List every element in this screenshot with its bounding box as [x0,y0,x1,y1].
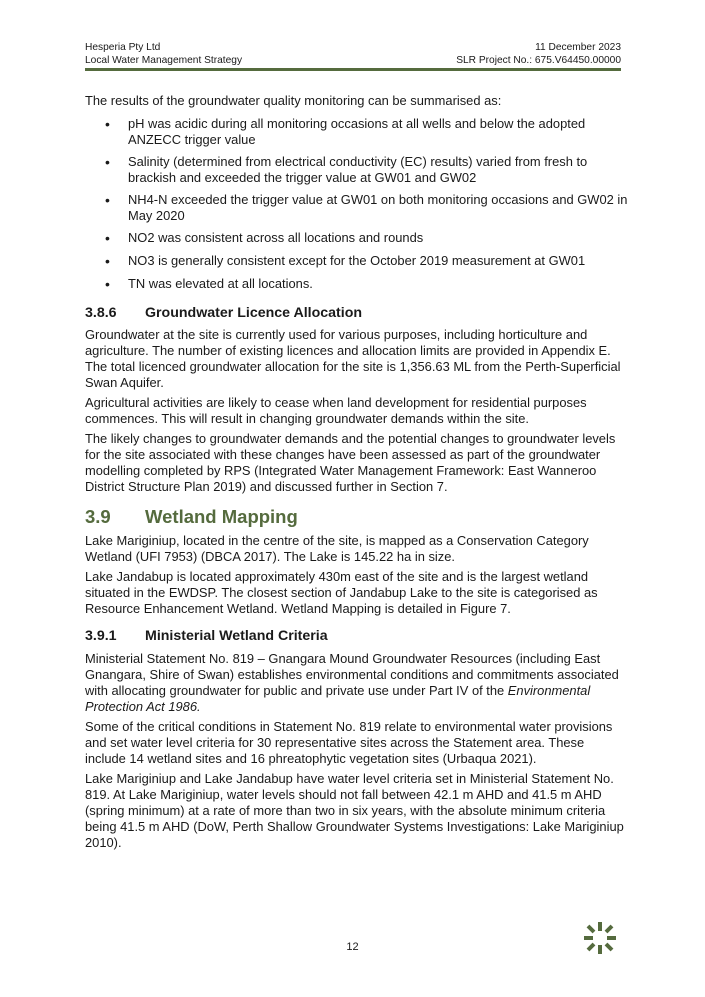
section-number: 3.8.6 [85,305,117,321]
bullet-item: pH was acidic during all monitoring occasions at all wells and below the adopted ANZECC trigger value [128,116,586,147]
paragraph: Some of the critical conditions in Statement No. 819 relate to environmental water provisions and set water level criteria for 30 representative sites across the Statement area. These include 14 wetland sites and 16 phreatophytic vegetation sites (Urbaqua 2021). [85,719,613,766]
bullet-item: NH4-N exceeded the trigger value at GW01 on both monitoring occasions and GW02 in May 2020 [128,192,628,223]
section-heading-3-9 [85,506,298,528]
bullet-icon: • [105,154,110,170]
bullet-item: TN was elevated at all locations. [128,276,313,291]
act-title: Environmental Protection Act 1986. [85,683,591,714]
section-title: Ministerial Wetland Criteria [145,628,328,644]
bullet-icon: • [105,230,110,246]
bullet-item: Salinity (determined from electrical conductivity (EC) results) varied from fresh to brackish and exceeded the trigger value at GW01 and GW02 [128,154,588,185]
slr-logo-icon [582,920,618,956]
section-number: 3.9.1 [85,628,117,644]
bullet-item: NO3 is generally consistent except for the October 2019 measurement at GW01 [128,253,586,268]
header-project-no: SLR Project No.: 675.V64450.00000 [456,55,621,66]
header-divider [85,68,621,71]
paragraph: Groundwater at the site is currently used for various purposes, including horticulture and agriculture. The number of existing licences and allocation limits are provided in Appendix E. The total licenced groundwater allocation for the site is 1,356.63 ML from the Perth-Superficial Swan Aquifer. [85,327,621,390]
section-heading-3-9-1 [85,627,328,645]
bullet-icon: • [105,276,110,292]
paragraph-text: Ministerial Statement No. 819 – Gnangara Mound Groundwater Resources (including East Gnangara, Shire of Swan) establishes environmental conditions and commitments associated with allocating groundwater for public and private use under Part IV of the [85,651,619,698]
paragraph: Lake Mariginiup and Lake Jandabup have water level criteria set in Ministerial Statement No. 819. At Lake Mariginiup, water levels should not fall between 42.1 m AHD and 41.5 m AHD (spring minimum) at a rate of more than two in six years, with the absolute minimum criteria being 41.5 m AHD (DoW, Perth Shallow Groundwater Systems Investigations: Lake Mariginiup 2010). [85,771,624,850]
bullet-icon: • [105,116,110,132]
bullet-item: NO2 was consistent across all locations and rounds [128,230,424,245]
paragraph: Lake Jandabup is located approximately 430m east of the site and is the largest wetland situated in the EWDSP. The closest section of Jandabup Lake to the site is categorised as Resource Enhancement Wetland. Wetland Mapping is detailed in Figure 7. [85,569,598,616]
paragraph: Agricultural activities are likely to cease when land development for residential purposes commences. This will result in changing groundwater demands within the site. [85,395,587,426]
header-date: 11 December 2023 [535,42,621,53]
intro-text: The results of the groundwater quality monitoring can be summarised as: [85,93,502,108]
header-document-title: Local Water Management Strategy [85,55,243,66]
section-heading-3-8-6 [85,304,362,322]
header-company: Hesperia Pty Ltd [85,42,161,53]
paragraph [85,651,625,715]
section-title: Wetland Mapping [145,506,298,527]
section-title: Groundwater Licence Allocation [145,305,363,321]
bullet-icon: • [105,253,110,269]
bullet-icon: • [105,192,110,208]
section-number: 3.9 [85,506,111,527]
paragraph: The likely changes to groundwater demands and the potential changes to groundwater levels for the site associated with these changes have been assessed as part of the groundwater modelling completed by RPS (Integrated Water Management Framework: East Wanneroo District Structure Plan 2019) and discussed further in Section 7. [85,431,616,494]
paragraph: Lake Mariginiup, located in the centre of the site, is mapped as a Conservation Category Wetland (UFI 7953) (DBCA 2017). The Lake is 145.22 ha in size. [85,533,589,564]
page-number: 12 [346,941,359,953]
